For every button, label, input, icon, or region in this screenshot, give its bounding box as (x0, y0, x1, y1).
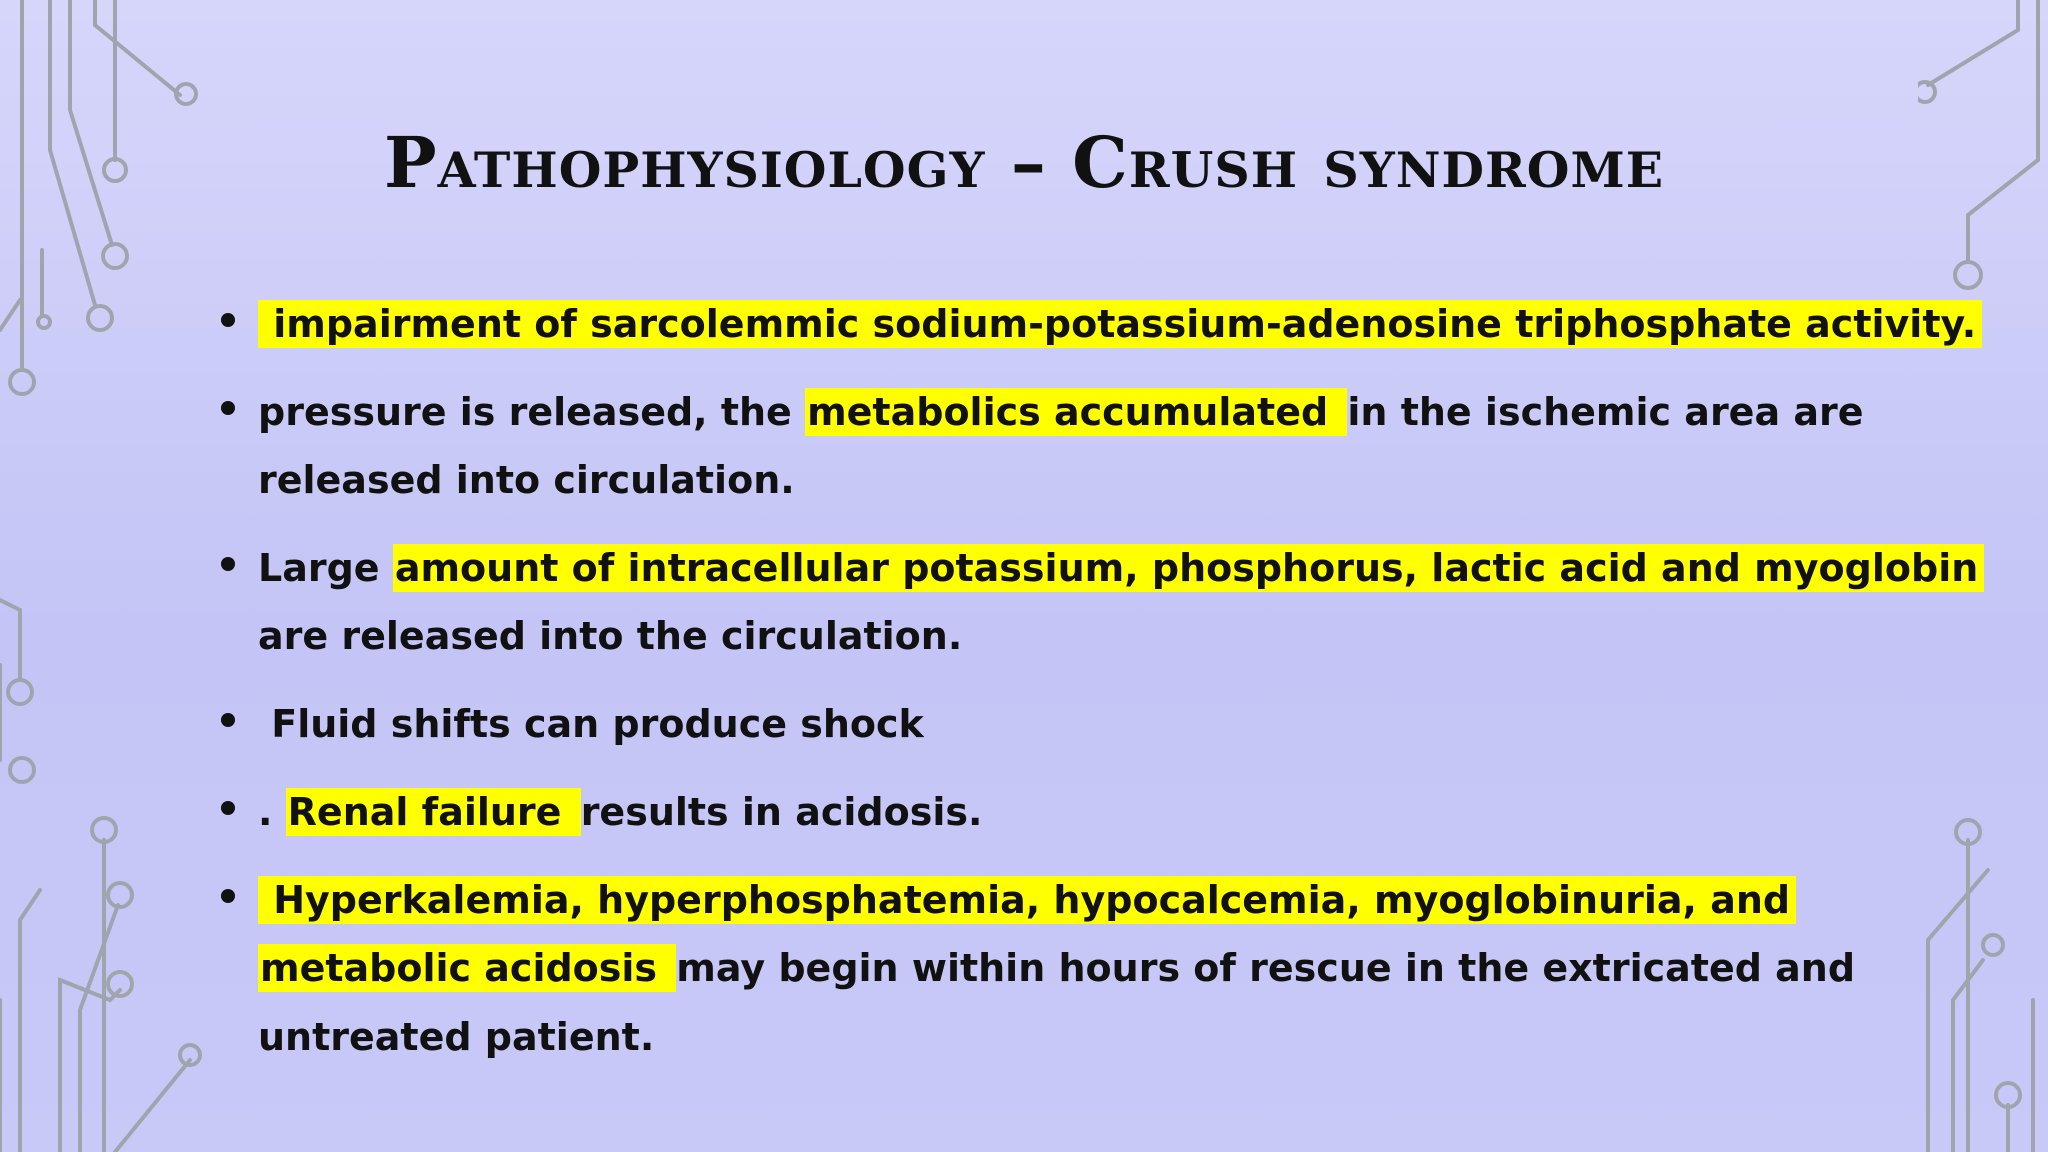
bullet-line (258, 876, 1796, 924)
bullet-line (258, 300, 1982, 348)
bullet-line (258, 612, 962, 660)
bullet-icon (221, 401, 235, 415)
highlighted-text: amount of intracellular potassium, phosphorus, lactic acid and myoglobin (393, 544, 1984, 592)
bullet-icon (221, 557, 235, 571)
bullet-line (258, 1013, 654, 1061)
bullet-line (258, 700, 924, 748)
bullet-line (258, 788, 982, 836)
highlighted-text: metabolic acidosis (258, 944, 676, 992)
slide-title: Pathophysiology – Crush syndrome (383, 121, 1665, 204)
body-text: untreated patient. (258, 1015, 655, 1059)
highlighted-text: impairment of sarcolemmic sodium-potassium-adenosine triphosphate activity. (258, 300, 1982, 348)
bullet-icon (221, 313, 235, 327)
body-text: Fluid shifts can produce shock (258, 702, 924, 746)
bullet-icon (221, 801, 235, 815)
body-text: in the ischemic area are (1347, 390, 1864, 434)
body-text: may begin within hours of rescue in the extricated and (676, 946, 1856, 990)
body-text: released into circulation. (258, 458, 795, 502)
body-text: . (258, 790, 286, 834)
highlighted-text: metabolics accumulated (805, 388, 1347, 436)
bullet-line (258, 456, 795, 504)
bullet-icon (221, 889, 235, 903)
body-text: results in acidosis. (580, 790, 983, 834)
bullet-icon (221, 713, 235, 727)
body-text: pressure is released, the (258, 390, 806, 434)
bullet-line (258, 944, 1855, 992)
body-text: are released into the circulation. (258, 614, 963, 658)
bullet-line (258, 388, 1864, 436)
highlighted-text: Renal failure (286, 788, 581, 836)
highlighted-text: Hyperkalemia, hyperphosphatemia, hypocalcemia, myoglobinuria, and (258, 876, 1796, 924)
bullet-line (258, 544, 1984, 592)
body-text: Large (258, 546, 393, 590)
